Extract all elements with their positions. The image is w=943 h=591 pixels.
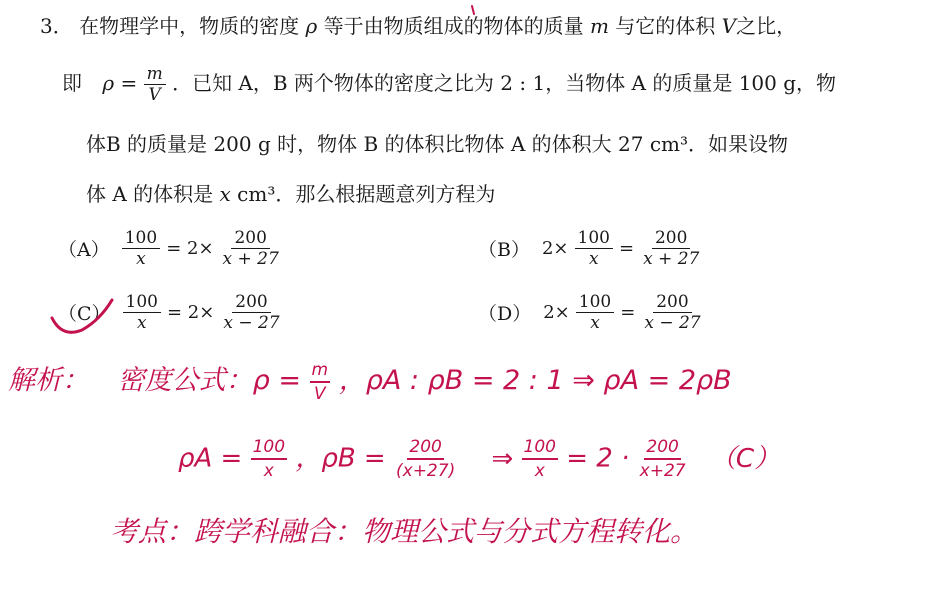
handwritten-key-point: 考点：跨学科融合：物理公式与分式方程转化。	[110, 515, 699, 548]
handwritten-analysis-line-2	[178, 436, 780, 482]
handwritten-density-formula: 密度公式：ρ =	[117, 365, 301, 396]
handwritten-rho-a-fraction: $\frac{100}{x}$	[252, 437, 286, 481]
option-a-operator: = 2×	[166, 238, 214, 259]
option-a-right-fraction: $\frac{200}{x + 27}$	[222, 228, 279, 269]
handwritten-rho-b: ，ρB =	[295, 443, 386, 474]
density-formula-fraction: $\frac{m}{V}$	[144, 64, 166, 105]
option-c-right-fraction: $\frac{200}{x - 27}$	[223, 292, 280, 333]
handwritten-key-point-line	[110, 510, 698, 550]
question-text: 体 A 的体积是	[86, 182, 214, 206]
option-b-prefix: 2×	[541, 238, 569, 259]
option-c-label: （C）	[58, 303, 111, 325]
question-line-2	[62, 64, 836, 105]
option-a-left-fraction: $\frac{100}{x}$	[122, 228, 160, 269]
handwritten-equation-right-fraction: $\frac{200}{x+27}$	[639, 437, 686, 481]
option-b-label: （B）	[478, 239, 530, 261]
handwritten-answer-c: （C）	[709, 443, 780, 474]
handwritten-density-fraction: $\frac{m}{V}$	[311, 359, 329, 404]
option-a[interactable]	[58, 228, 282, 269]
question-text: 在物理学中，物质的密度	[79, 14, 300, 38]
question-line-1	[40, 10, 796, 42]
question-text: 与它的体积	[615, 14, 716, 38]
handwritten-implies: ⇒	[491, 443, 514, 474]
option-d-operator: =	[620, 302, 636, 323]
option-b-right-fraction: $\frac{200}{x + 27}$	[643, 228, 700, 269]
mass-symbol: m	[589, 14, 609, 38]
handwritten-density-ratio: ，ρA : ρB = 2 : 1 ⇒ ρA = 2ρB	[338, 365, 732, 396]
question-text: 体B 的质量是 200 g 时，物体 B 的体积比物体 A 的体积大 27 cm³．如果设物	[86, 132, 789, 156]
x-symbol: x	[219, 182, 231, 206]
handwritten-rho-b-fraction: $\frac{200}{(x+27)}$	[396, 437, 456, 481]
handwritten-rho-a: ρA =	[178, 443, 243, 474]
handwritten-equation-operator: = 2 ·	[566, 443, 630, 474]
handwritten-analysis-line-1	[8, 358, 732, 405]
handwritten-label-analysis: 解析：	[8, 365, 89, 396]
question-number: 3．	[40, 14, 73, 38]
option-d-label: （D）	[478, 303, 532, 325]
handwritten-equation-left-fraction: $\frac{100}{x}$	[523, 437, 556, 481]
rho-symbol: ρ	[305, 14, 318, 38]
option-c-operator: = 2×	[167, 302, 215, 323]
question-line-3	[86, 128, 788, 160]
option-b-operator: =	[618, 238, 635, 259]
question-text: 即	[62, 71, 82, 95]
option-d-left-fraction: $\frac{100}{x}$	[576, 292, 614, 333]
question-text: 之比，	[736, 14, 797, 38]
volume-symbol: V	[721, 14, 737, 38]
density-formula-lhs: ρ =	[102, 71, 138, 95]
question-text: ．已知 A，B 两个物体的密度之比为 2 : 1，当物体 A 的质量是 100 g，物	[172, 71, 837, 95]
option-a-label: （A）	[58, 239, 110, 261]
question-line-4	[86, 178, 495, 210]
option-d-right-fraction: $\frac{200}{x - 27}$	[644, 292, 701, 333]
option-c-left-fraction: $\frac{100}{x}$	[123, 292, 161, 333]
question-text: 等于由物质组成的物体的质量	[323, 14, 584, 38]
option-d[interactable]	[478, 292, 704, 333]
option-b-left-fraction: $\frac{100}{x}$	[575, 228, 613, 269]
option-d-prefix: 2×	[543, 302, 570, 323]
option-b[interactable]	[478, 228, 702, 269]
question-text: cm³．那么根据题意列方程为	[237, 182, 496, 206]
option-c[interactable]	[58, 292, 283, 333]
